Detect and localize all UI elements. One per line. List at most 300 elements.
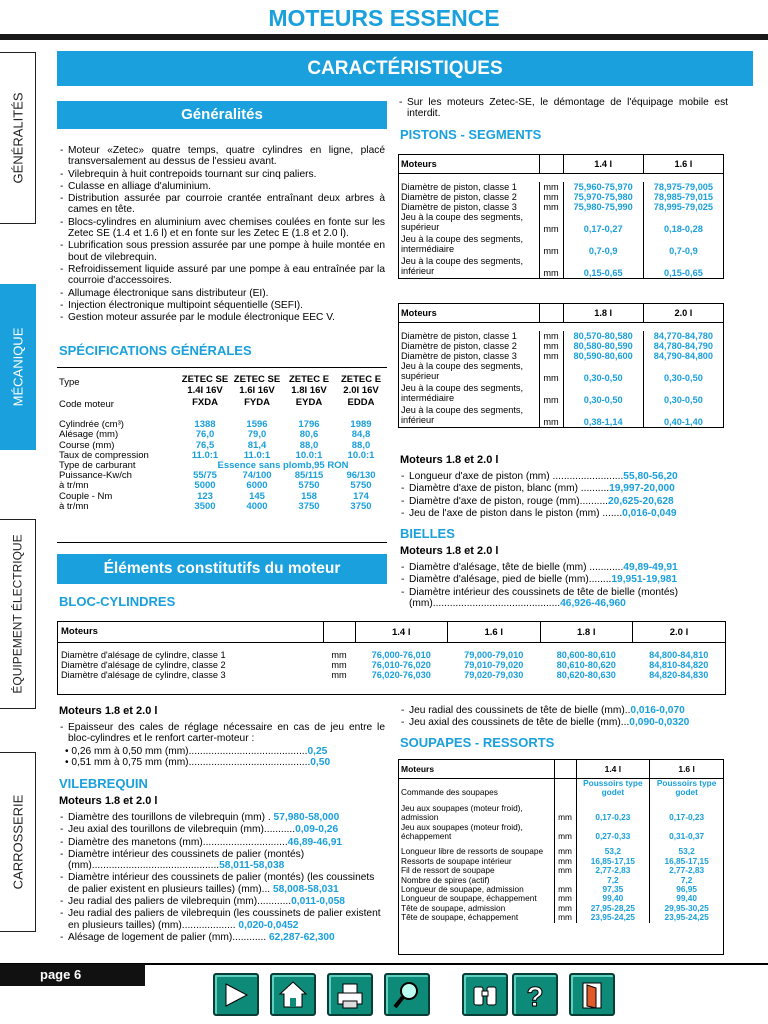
row-label: Diamètre de piston, classe 3 [399, 202, 539, 212]
item-label: Jeu axial des coussinets de tête de bielle (mm)... [409, 717, 630, 729]
row-value: 2,77-2,83 [669, 865, 705, 876]
row-value: 84,780-84,790 [653, 340, 714, 351]
row-value: 99,40 [676, 893, 697, 904]
row-value: 0,30-0,50 [663, 394, 703, 405]
row-unit: mm [539, 202, 563, 212]
list-item [59, 837, 385, 848]
row-unit: mm [554, 823, 576, 842]
bielles-list [400, 562, 720, 610]
row-value: 53,2 [576, 841, 650, 856]
bielles-sub: Moteurs 1.8 et 2.0 l [400, 545, 499, 557]
specs-value: 145 [249, 490, 265, 502]
table-row [399, 212, 723, 234]
bloc-col-header: 1.8 l [540, 622, 633, 643]
row-value: 0,40-1,40 [663, 416, 703, 427]
specs-code: EDDA [347, 397, 375, 408]
item-value: 20,625-20,628 [607, 495, 674, 507]
bloc-text: - Epaisseur des cales de réglage nécessaire en cas de jeu entre le bloc-cylindres et le renfort carter-moteur : [59, 722, 385, 745]
bloc-value: 84,810-84,820 [649, 659, 709, 670]
row-unit: mm [539, 234, 563, 256]
table-row [399, 913, 723, 922]
help-icon [519, 979, 551, 1011]
table-row [399, 361, 723, 383]
item-value: 0,09-0,26 [295, 824, 339, 836]
item-value: 46,89-46,91 [287, 836, 343, 848]
specs-fuel-label: Type de carburant [59, 460, 136, 472]
row-value: 23,95-24,25 [664, 912, 709, 923]
row-value: 78,995-79,025 [653, 201, 714, 212]
specs-table [57, 367, 387, 543]
specs-value: 79,0 [247, 429, 267, 441]
col-header: Moteurs [399, 304, 539, 323]
row-unit [554, 779, 576, 798]
row-label: Longueur de soupape, admission [399, 885, 554, 894]
row-value: 0,27-0,33 [576, 823, 650, 842]
generalites-list [59, 145, 385, 324]
row-value: Poussoirs type godet [656, 778, 717, 798]
table-row [399, 234, 723, 256]
bloc-value: 80,620-80,630 [556, 669, 616, 680]
bielles-list-2 [400, 705, 720, 730]
specs-code-label: Code moteur [59, 399, 114, 410]
generalites-item: - Allumage électronique sans distributeur (EI). [59, 288, 385, 299]
row-value: 0,30-0,50 [563, 361, 643, 383]
col-header: 1.4 l [563, 155, 643, 174]
item-value: 19,951-19,981 [611, 574, 678, 586]
specs-value: 76,0 [195, 429, 215, 441]
row-value: 0,7-0,9 [669, 245, 698, 256]
play-icon [220, 979, 252, 1011]
row-unit: mm [539, 212, 563, 234]
row-label: Jeu à la coupe des segments, intermédiaire [399, 383, 539, 405]
row-label: Diamètre de piston, classe 2 [399, 192, 539, 202]
bloc-col-header: 1.4 l [355, 622, 448, 643]
search-button[interactable] [384, 973, 430, 1016]
bloc-row-label: Diamètre d'alésage de cylindre, classe 1 [61, 649, 226, 660]
specs-value: 158 [301, 490, 317, 502]
specs-value: 10.0:1 [295, 449, 323, 461]
specs-fuel: Essence sans plomb,95 RON [217, 460, 349, 472]
specs-row-label: Taux de compression [59, 449, 149, 461]
list-item [59, 908, 385, 931]
bloc-row-unit: mm [331, 649, 347, 660]
row-label: Jeu à la coupe des segments, supérieur [399, 212, 539, 234]
item-label: Alésage de logement de palier (mm)............ [68, 931, 270, 943]
item-value: 0,016-0,049 [622, 507, 677, 519]
row-label: Ressorts de soupape intérieur [399, 857, 554, 866]
specs-row-label: à tr/mn [59, 480, 89, 492]
row-value: 0,17-0,27 [563, 212, 643, 234]
generalites-item: - Blocs-cylindres en aluminium avec chemises coulées en fonte sur les Zetec SE (1.4 et 1.6 l) et en fonte sur les Zetec E (1.8 et 2.0 l). [59, 217, 385, 240]
specs-value: 80,6 [299, 429, 319, 441]
row-unit: mm [554, 913, 576, 922]
row-value: 16,85-17,15 [576, 857, 650, 866]
specs-value: 76,5 [195, 439, 215, 451]
row-value: 0,17-0,23 [576, 798, 650, 823]
item-label: Diamètre d'axe de piston, blanc (mm) .......... [409, 483, 610, 495]
pistons-table-1 [398, 154, 724, 279]
generalites-item: - Moteur «Zetec» quatre temps, quatre cylindres en ligne, placé transversalement au dessus de l'essieu avant. [59, 145, 385, 168]
row-label: Tête de soupape, échappement [399, 913, 554, 922]
row-value: 7,2 [680, 874, 693, 885]
item-value: 0,50 [310, 756, 331, 768]
row-value: 0,31-0,37 [669, 831, 705, 842]
bloc-value: 84,820-84,830 [649, 669, 709, 680]
row-unit: mm [554, 894, 576, 903]
generalites-item: - Lubrification sous pression assurée par une pompe à huile montée en bout de vilebrequin. [59, 240, 385, 263]
list-item [400, 508, 720, 519]
col-header: Moteurs [399, 760, 554, 779]
specs-value: 123 [197, 490, 213, 502]
row-unit: mm [539, 331, 563, 341]
row-unit: mm [554, 798, 576, 823]
row-label: Diamètre de piston, classe 1 [399, 331, 539, 341]
bloc-heading: BLOC-CYLINDRES [59, 594, 176, 609]
specs-row [57, 492, 387, 502]
item-label: Jeu de l'axe de piston dans le piston (mm) ....... [409, 507, 623, 519]
item-label: Diamètre intérieur des coussinets de palier (montés) (les coussinets de palier existent en plusieurs tailles) (mm)... [68, 872, 375, 895]
list-item [59, 849, 385, 872]
item-label: Jeu radial des paliers de vilebrequin (les coussinets de palier existent en plusieurs tailles) (mm)................... [68, 908, 381, 931]
help-button[interactable] [512, 973, 558, 1016]
elements-heading: Éléments constitutifs du moteur [57, 554, 387, 584]
item-label: Jeu axial des tourillons de vilebrequin (mm)........... [68, 824, 296, 836]
item-label: Diamètre d'axe de piston, rouge (mm).......... [409, 495, 608, 507]
item-label: Diamètre des tourillons de vilebrequin (mm) . [68, 812, 274, 823]
row-value: 2,77-2,83 [576, 866, 650, 875]
exit-icon [576, 979, 608, 1011]
row-label: Commande des soupapes [399, 779, 554, 798]
item-value: 0,090-0,0320 [629, 717, 690, 729]
row-value: 80,590-80,600 [563, 351, 643, 361]
home-button[interactable] [270, 973, 316, 1016]
right-note: - Sur les moteurs Zetec-SE, le démontage de l'équipage mobile est interdit. [398, 97, 728, 121]
row-value: 84,770-84,780 [653, 330, 714, 341]
table-row [399, 331, 723, 341]
top-rule [0, 34, 768, 40]
item-label: • 0,26 mm à 0,50 mm (mm).......................................... [65, 745, 308, 757]
section-banner: CARACTÉRISTIQUES [57, 51, 753, 86]
specs-value: 5750 [298, 480, 320, 492]
table-row [399, 779, 723, 798]
specs-value: 10.0:1 [347, 449, 375, 461]
specs-value: 88,0 [299, 439, 319, 451]
specs-value: 74/100 [242, 470, 272, 482]
specs-value: 5750 [350, 480, 372, 492]
soupapes-heading: SOUPAPES - RESSORTS [400, 735, 555, 750]
row-value: 97,35 [576, 885, 650, 894]
row-unit: mm [539, 383, 563, 405]
item-label: Diamètre des manetons (mm).............................. [68, 836, 288, 848]
row-label: Longueur de soupape, échappement [399, 894, 554, 903]
specs-type: ZETEC E 1.8I 16V [288, 374, 330, 396]
specs-value: 88,0 [351, 439, 371, 451]
sidebar-tab-mecanique[interactable]: MÉCANIQUE [0, 284, 36, 450]
bloc-row-unit: mm [331, 659, 347, 670]
row-label: Jeu aux soupapes (moteur froid), admission [399, 798, 554, 823]
search-icon [391, 979, 423, 1011]
row-unit: mm [554, 841, 576, 856]
item-value: 49,89-49,91 [623, 562, 678, 573]
list-item [400, 587, 720, 610]
row-label: Jeu à la coupe des segments, inférieur [399, 256, 539, 278]
table-row [399, 383, 723, 405]
pistons-list [400, 471, 720, 520]
row-value: Poussoirs type godet [576, 779, 650, 798]
row-value: 0,18-0,28 [663, 223, 703, 234]
item-value: 0,016-0,070 [630, 705, 685, 716]
page-title: MOTEURS ESSENCE [268, 5, 500, 31]
row-value: 78,975-79,005 [653, 181, 714, 192]
specs-value: 1596 [246, 419, 268, 431]
item-value: 55,80-56,20 [623, 471, 678, 482]
item-label: Diamètre d'alésage, pied de bielle (mm)........ [409, 574, 612, 586]
row-value: 0,17-0,23 [669, 812, 705, 823]
item-value: 62,287-62,300 [269, 931, 335, 943]
table-row [58, 650, 725, 660]
bloc-value: 79,010-79,020 [464, 659, 524, 670]
row-value: 84,790-84,800 [653, 350, 714, 361]
vile-list [59, 812, 385, 944]
specs-value: 84,8 [351, 429, 371, 441]
table-row [399, 351, 723, 361]
svg-text:?: ? [526, 981, 544, 1011]
bloc-col-header: 2.0 l [633, 622, 726, 643]
row-value: 29,95-30,25 [664, 902, 709, 913]
specs-value: 11.0:1 [243, 449, 271, 461]
table-row [399, 182, 723, 192]
item-value: 19,997-20,000 [609, 483, 675, 495]
exit-button[interactable] [569, 973, 615, 1016]
row-unit: mm [554, 866, 576, 875]
bloc-col-header: Moteurs [58, 622, 323, 643]
row-value: 0,38-1,14 [563, 405, 643, 427]
specs-row-label: Course (mm) [59, 439, 115, 451]
specs-value: 81,4 [247, 439, 267, 451]
item-value: 0,011-0,058 [291, 896, 345, 908]
sidebar-tab-carrosserie[interactable]: CARROSSERIE [0, 752, 36, 932]
list-item [59, 812, 385, 823]
sidebar-tab-generalites[interactable]: GÉNÉRALITÉS [0, 52, 36, 224]
row-value: 0,30-0,50 [563, 383, 643, 405]
row-value: 80,580-80,590 [563, 341, 643, 351]
table-row [399, 192, 723, 202]
bloc-value: 80,600-80,610 [556, 649, 616, 660]
row-value: 96,95 [676, 884, 697, 895]
row-value: 80,570-80,580 [563, 331, 643, 341]
list-item [65, 746, 385, 757]
row-unit: mm [554, 885, 576, 894]
row-label: Tête de soupape, admission [399, 904, 554, 913]
item-value: 58,011-58,038 [219, 860, 285, 872]
row-label: Jeu à la coupe des segments, inférieur [399, 405, 539, 427]
col-header: 1.4 l [576, 760, 650, 779]
specs-value: 96/130 [346, 470, 376, 482]
col-header: 1.6 l [643, 155, 723, 174]
item-value: 57,980-58,000 [273, 812, 340, 823]
specs-value: 85/115 [294, 470, 324, 482]
list-item [65, 757, 385, 768]
row-label: Diamètre de piston, classe 2 [399, 341, 539, 351]
bloc-text-block [59, 722, 385, 768]
item-value: 46,926-46,960 [560, 597, 626, 609]
page-number: page 6 [0, 964, 145, 986]
specs-row-label: Puissance-Kw/ch [59, 470, 132, 482]
generalites-item: - Gestion moteur assurée par le module électronique EEC V. [59, 312, 385, 323]
bloc-value: 76,020-76,030 [371, 669, 431, 680]
specs-heading: SPÉCIFICATIONS GÉNÉRALES [59, 343, 252, 358]
row-unit: mm [539, 341, 563, 351]
table-row [399, 341, 723, 351]
item-label: Diamètre intérieur des coussinets de tête de bielle (montés) (mm)............................................. [409, 586, 678, 609]
vile-sub: Moteurs 1.8 et 2.0 l [59, 795, 158, 807]
item-value: 0,25 [307, 745, 328, 757]
table-row [399, 405, 723, 427]
list-item [400, 705, 720, 716]
bloc-value: 79,020-79,030 [464, 669, 524, 680]
specs-row-label: Couple - Nm [59, 490, 113, 502]
row-label: Jeu à la coupe des segments, supérieur [399, 361, 539, 383]
bloc-value: 79,000-79,010 [464, 649, 524, 660]
row-label: Longueur libre de ressorts de soupape [399, 841, 554, 856]
sidebar-tab-equipement-electrique[interactable]: ÉQUIPEMENT ÉLECTRIQUE [0, 519, 36, 709]
bloc-sub: Moteurs 1.8 et 2.0 l [59, 705, 158, 717]
table-row [58, 660, 725, 670]
bloc-value: 76,000-76,010 [371, 649, 431, 660]
specs-code: FXDA [192, 397, 218, 408]
col-header: 2.0 l [643, 304, 723, 323]
find-button[interactable] [462, 973, 508, 1016]
table-header [399, 760, 723, 779]
specs-type: ZETEC E 2.0I 16V [340, 374, 382, 396]
specs-row-label: Alésage (mm) [59, 429, 119, 441]
generalites-item: - Refroidissement liquide assuré par une pompe à eau entraînée par la courroie d'accessoires. [59, 264, 385, 287]
row-value: 23,95-24,25 [576, 913, 650, 922]
bloc-col-header: 1.6 l [448, 622, 541, 643]
row-value: 7,2 [576, 876, 650, 885]
specs-value: 6000 [246, 480, 268, 492]
bloc-value: 84,800-84,810 [649, 649, 709, 660]
row-label: Diamètre de piston, classe 1 [399, 182, 539, 192]
row-value: 0,30-0,50 [663, 372, 703, 383]
pistons-table-2 [398, 303, 724, 428]
row-value: 0,7-0,9 [563, 234, 643, 256]
specs-value: 11.0:1 [191, 449, 219, 461]
pistons-sub: Moteurs 1.8 et 2.0 l [400, 454, 499, 466]
list-item [400, 562, 720, 573]
print-icon [334, 979, 366, 1011]
table-row [399, 202, 723, 212]
specs-type: ZETEC SE 1.4I 16V [181, 374, 229, 396]
list-item [400, 471, 720, 482]
bielles-heading: BIELLES [400, 526, 455, 541]
bloc-row-unit: mm [331, 669, 347, 680]
specs-type: ZETEC SE 1.6I 16V [233, 374, 281, 396]
row-label: Jeu aux soupapes (moteur froid), échappement [399, 823, 554, 842]
row-value: 75,970-75,980 [563, 192, 643, 202]
table-header [399, 304, 723, 323]
bloc-row-label: Diamètre d'alésage de cylindre, classe 2 [61, 659, 226, 670]
item-label: Diamètre intérieur des coussinets de palier (montés) (mm)............................................. [68, 848, 305, 872]
row-unit: mm [539, 192, 563, 202]
specs-value: 174 [353, 490, 369, 502]
specs-type-label: Type [59, 377, 80, 388]
bloc-table [57, 621, 726, 695]
item-value: 58,008-58,031 [272, 883, 339, 895]
generalites-item: - Distribution assurée par courroie crantée entraînant deux arbres à cames en tête. [59, 193, 385, 216]
row-value: 0,15-0,65 [563, 256, 643, 278]
row-label: Diamètre de piston, classe 3 [399, 351, 539, 361]
specs-value: 3750 [298, 500, 320, 512]
list-item [59, 872, 385, 895]
specs-value: 1796 [298, 419, 320, 431]
binoculars-icon [469, 979, 501, 1011]
bloc-value: 80,610-80,620 [556, 659, 616, 670]
soupapes-table [398, 759, 724, 955]
list-item [59, 824, 385, 835]
col-header: Moteurs [399, 155, 539, 174]
row-unit: mm [539, 256, 563, 278]
generalites-item: - Culasse en alliage d'aluminium. [59, 181, 385, 192]
list-item [400, 483, 720, 494]
generalites-item: - Vilebrequin à huit contrepoids tournant sur cinq paliers. [59, 169, 385, 180]
bloc-value: 76,010-76,020 [371, 659, 431, 670]
table-row [399, 256, 723, 278]
bloc-row-label: Diamètre d'alésage de cylindre, classe 3 [61, 669, 226, 680]
table-row [399, 841, 723, 856]
row-unit: mm [554, 904, 576, 913]
row-unit: mm [539, 361, 563, 383]
print-button[interactable] [327, 973, 373, 1016]
table-row [58, 670, 725, 680]
specs-value: 55/75 [193, 470, 217, 482]
row-unit: mm [539, 405, 563, 427]
next-button[interactable] [213, 973, 259, 1016]
row-label: Nombre de spires (actif) [399, 876, 554, 885]
item-label: Jeu radial des paliers de vilebrequin (mm)............ [68, 896, 292, 908]
table-row [399, 823, 723, 842]
specs-value: 5000 [194, 480, 216, 492]
col-header: 1.6 l [650, 760, 723, 779]
list-item [59, 932, 385, 943]
item-label: Diamètre d'alésage, tête de bielle (mm) ............ [409, 562, 624, 573]
specs-row [57, 471, 387, 481]
specs-code: FYDA [244, 397, 270, 408]
row-value: 27,95-28,25 [576, 904, 650, 913]
item-label: • 0,51 mm à 0,75 mm (mm)........................................... [65, 756, 311, 768]
item-label: Jeu radial des coussinets de tête de bielle (mm).. [409, 705, 631, 716]
item-value: 0,020-0,0452 [238, 919, 299, 931]
item-label: Longueur d'axe de piston (mm) ......................... [409, 471, 624, 482]
specs-value: 3500 [194, 500, 216, 512]
specs-value: 1989 [350, 419, 372, 431]
row-value: 0,15-0,65 [663, 267, 703, 278]
row-value: 99,40 [576, 894, 650, 903]
specs-value: 4000 [246, 500, 268, 512]
row-unit: mm [539, 182, 563, 192]
pistons-heading: PISTONS - SEGMENTS [400, 127, 542, 142]
specs-value: 1388 [194, 419, 216, 431]
row-value: 78,985-79,015 [653, 191, 714, 202]
row-value: 16,85-17,15 [664, 855, 709, 866]
row-value: 53,2 [678, 846, 695, 857]
row-value: 75,980-75,990 [563, 202, 643, 212]
col-header: 1.8 l [563, 304, 643, 323]
row-label: Jeu à la coupe des segments, intermédiaire [399, 234, 539, 256]
specs-code: EYDA [295, 397, 323, 408]
vile-heading: VILEBREQUIN [59, 776, 148, 791]
list-item [400, 717, 720, 728]
